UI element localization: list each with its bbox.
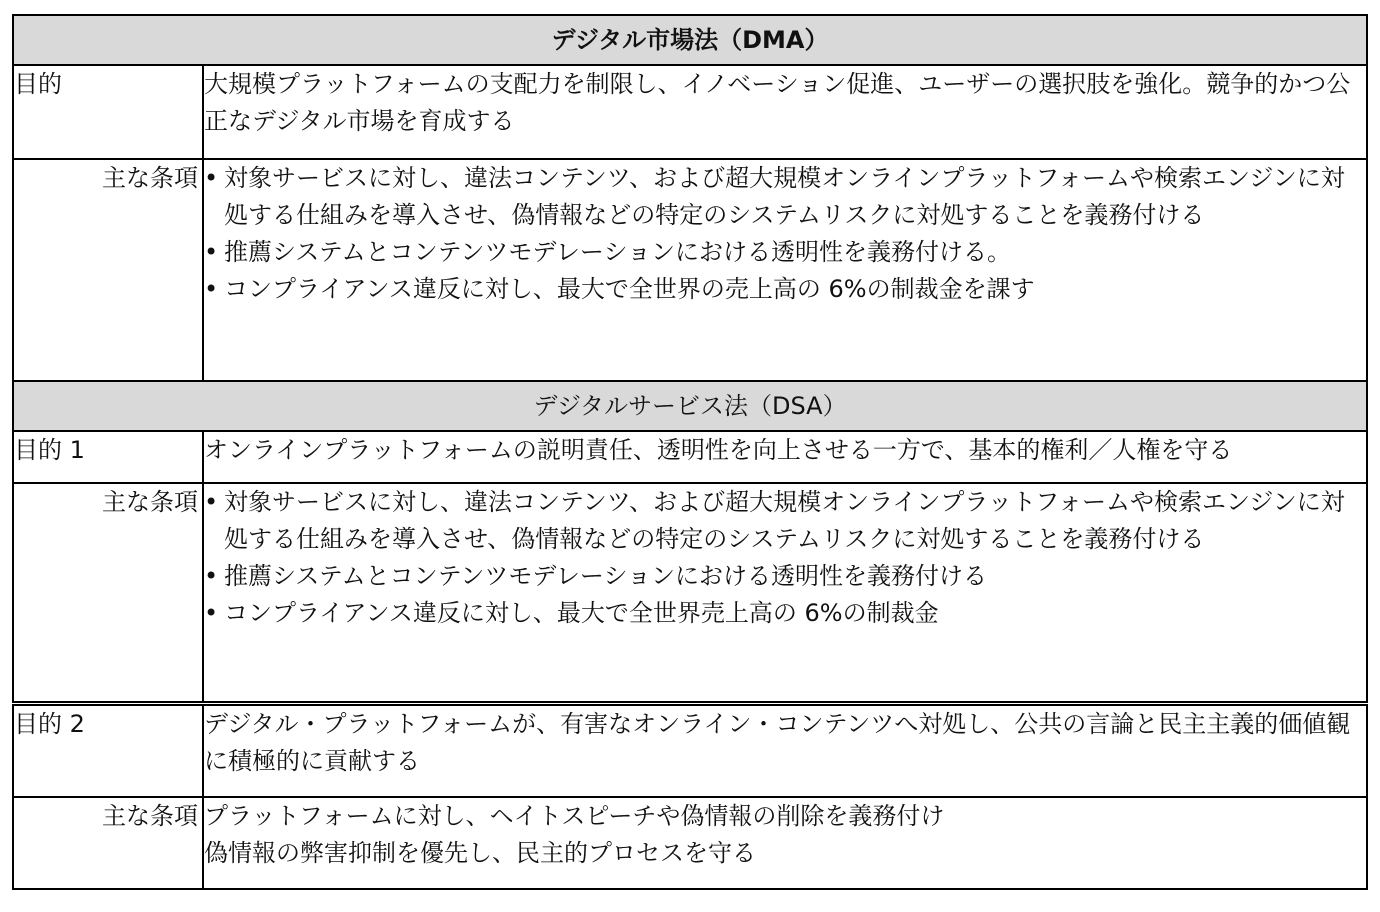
dsa-provisions2-line: プラットフォームに対し、ヘイトスピーチや偽情報の削除を義務付け (204, 802, 945, 830)
dsa-purpose2-row (13, 703, 1367, 797)
dsa-purpose2-label: 目的 2 (13, 703, 203, 797)
regulation-table (12, 14, 1368, 890)
dma-purpose-row (13, 65, 1367, 159)
list-item: • コンプライアンス違反に対し、最大で全世界売上高の 6%の制裁金 (204, 595, 1366, 632)
dma-purpose-text: 大規模プラットフォームの支配力を制限し、イノベーション促進、ユーザーの選択肢を強化。競争的かつ公正なデジタル市場を育成する (203, 65, 1367, 159)
dma-purpose-label: 目的 (13, 65, 203, 159)
dsa-header-row (13, 381, 1367, 431)
list-item: • 推薦システムとコンテンツモデレーションにおける透明性を義務付ける。 (204, 234, 1366, 271)
dma-provisions-list-cell (203, 159, 1367, 381)
dsa-provisions2-cell (203, 797, 1367, 889)
dsa-purpose1-text: オンラインプラットフォームの説明責任、透明性を向上させる一方で、基本的権利／人権を守る (203, 431, 1367, 483)
dsa-provisions1-label: 主な条項 (13, 483, 203, 703)
dsa-purpose2-text: デジタル・プラットフォームが、有害なオンライン・コンテンツへ対処し、公共の言論と民主主義的価値観に積極的に貢献する (203, 703, 1367, 797)
list-item: • 推薦システムとコンテンツモデレーションにおける透明性を義務付ける (204, 558, 1366, 595)
dsa-provisions1-list (204, 484, 1366, 632)
dsa-provisions2-label: 主な条項 (13, 797, 203, 889)
dsa-purpose1-label: 目的 1 (13, 431, 203, 483)
dma-title: デジタル市場法（DMA） (13, 15, 1367, 65)
list-item: • 対象サービスに対し、違法コンテンツ、および超大規模オンラインプラットフォームや検索エンジンに対処する仕組みを導入させ、偽情報などの特定のシステムリスクに対処することを義務付ける (204, 484, 1366, 558)
dsa-provisions1-row (13, 483, 1367, 703)
dsa-provisions2-row (13, 797, 1367, 889)
dma-provisions-row (13, 159, 1367, 381)
dma-provisions-list (204, 160, 1366, 308)
list-item: • コンプライアンス違反に対し、最大で全世界の売上高の 6%の制裁金を課す (204, 271, 1366, 308)
dma-provisions-label: 主な条項 (13, 159, 203, 381)
list-item: • 対象サービスに対し、違法コンテンツ、および超大規模オンラインプラットフォームや検索エンジンに対処する仕組みを導入させ、偽情報などの特定のシステムリスクに対処することを義務付ける (204, 160, 1366, 234)
dsa-purpose1-row (13, 431, 1367, 483)
dsa-title: デジタルサービス法（DSA） (13, 381, 1367, 431)
dsa-provisions2-line: 偽情報の弊害抑制を優先し、民主的プロセスを守る (204, 839, 756, 867)
dma-header-row (13, 15, 1367, 65)
dsa-provisions1-list-cell (203, 483, 1367, 703)
